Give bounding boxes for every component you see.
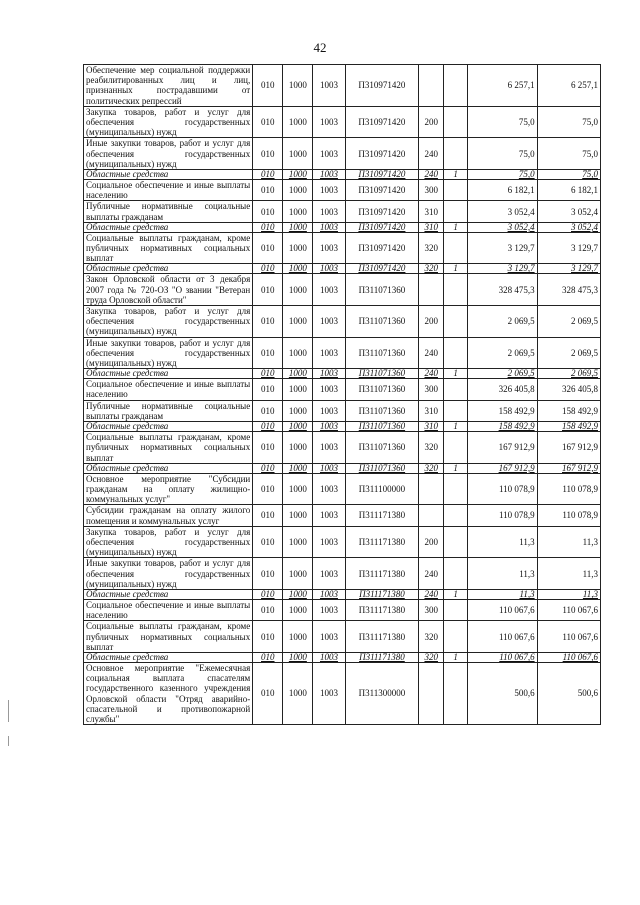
row-target-item-cell: П311171380 — [345, 652, 419, 662]
row-subsection-cell: 1003 — [313, 662, 345, 724]
row-target-item-cell: П311071360 — [345, 422, 419, 432]
row-subsection-cell: 1003 — [313, 473, 345, 505]
row-name-cell: Иные закупки товаров, работ и услуг для обеспечения государственных (муниципальных) нужд — [84, 138, 253, 170]
row-subsection-cell: 1003 — [313, 180, 345, 201]
row-expense-type-cell: 240 — [419, 337, 444, 369]
row-sum-year2-cell: 3 052,4 — [537, 201, 600, 222]
row-funding-flag-cell — [444, 232, 468, 264]
row-name-cell: Социальное обеспечение и иные выплаты населению — [84, 599, 253, 620]
row-name-cell: Закупка товаров, работ и услуг для обеспечения государственных (муниципальных) нужд — [84, 306, 253, 338]
table-body — [84, 65, 601, 725]
row-grbs-cell: 010 — [253, 138, 283, 170]
row-name-cell: Закупка товаров, работ и услуг для обеспечения государственных (муниципальных) нужд — [84, 106, 253, 138]
row-subsection-cell: 1003 — [313, 170, 345, 180]
row-grbs-cell: 010 — [253, 369, 283, 379]
row-section-cell: 1000 — [283, 106, 313, 138]
table-row — [84, 106, 601, 138]
row-funding-flag-cell — [444, 201, 468, 222]
margin-mark — [8, 736, 9, 746]
row-target-item-cell: П311171380 — [345, 558, 419, 590]
table-row — [84, 138, 601, 170]
funding-source-row — [84, 369, 601, 379]
row-expense-type-cell: 240 — [419, 170, 444, 180]
row-name-cell: Социальные выплаты гражданам, кроме публичных нормативных социальных выплат — [84, 621, 253, 653]
row-subsection-cell: 1003 — [313, 264, 345, 274]
row-funding-flag-cell — [444, 337, 468, 369]
row-section-cell: 1000 — [283, 337, 313, 369]
table-row — [84, 201, 601, 222]
row-grbs-cell: 010 — [253, 505, 283, 526]
row-section-cell: 1000 — [283, 526, 313, 558]
funding-source-row — [84, 170, 601, 180]
row-grbs-cell: 010 — [253, 274, 283, 306]
funding-source-row — [84, 463, 601, 473]
row-subsection-cell: 1003 — [313, 432, 345, 464]
funding-source-row — [84, 222, 601, 232]
row-grbs-cell: 010 — [253, 589, 283, 599]
row-sum-year2-cell: 167 912,9 — [537, 463, 600, 473]
row-subsection-cell: 1003 — [313, 652, 345, 662]
row-grbs-cell: 010 — [253, 65, 283, 107]
row-sum-year1-cell: 2 069,5 — [468, 306, 538, 338]
row-expense-type-cell: 320 — [419, 232, 444, 264]
row-funding-flag-cell — [444, 379, 468, 400]
row-sum-year1-cell: 167 912,9 — [468, 432, 538, 464]
row-expense-type-cell: 300 — [419, 379, 444, 400]
table-row — [84, 232, 601, 264]
row-target-item-cell: П311071360 — [345, 274, 419, 306]
row-section-cell: 1000 — [283, 232, 313, 264]
row-target-item-cell: П311071360 — [345, 432, 419, 464]
row-subsection-cell: 1003 — [313, 621, 345, 653]
table-row — [84, 473, 601, 505]
row-sum-year2-cell: 6 182,1 — [537, 180, 600, 201]
row-grbs-cell: 010 — [253, 232, 283, 264]
row-sum-year2-cell: 158 492,9 — [537, 422, 600, 432]
row-grbs-cell: 010 — [253, 621, 283, 653]
row-section-cell: 1000 — [283, 621, 313, 653]
row-sum-year1-cell: 2 069,5 — [468, 337, 538, 369]
row-target-item-cell: П310971420 — [345, 222, 419, 232]
row-section-cell: 1000 — [283, 473, 313, 505]
row-subsection-cell: 1003 — [313, 526, 345, 558]
table-row — [84, 599, 601, 620]
row-funding-flag-cell — [444, 621, 468, 653]
row-sum-year2-cell: 110 067,6 — [537, 652, 600, 662]
row-funding-flag-cell: 1 — [444, 652, 468, 662]
row-target-item-cell: П310971420 — [345, 65, 419, 107]
row-sum-year1-cell: 3 129,7 — [468, 232, 538, 264]
row-subsection-cell: 1003 — [313, 463, 345, 473]
row-sum-year2-cell: 110 078,9 — [537, 473, 600, 505]
budget-table — [83, 64, 601, 725]
row-funding-flag-cell — [444, 505, 468, 526]
row-funding-flag-cell — [444, 558, 468, 590]
row-funding-flag-cell: 1 — [444, 589, 468, 599]
row-sum-year1-cell: 158 492,9 — [468, 400, 538, 421]
row-name-cell: Основное мероприятие "Субсидии гражданам на оплату жилищно-коммунальных услуг" — [84, 473, 253, 505]
table-row — [84, 558, 601, 590]
row-grbs-cell: 010 — [253, 337, 283, 369]
row-subsection-cell: 1003 — [313, 138, 345, 170]
row-sum-year1-cell: 6 182,1 — [468, 180, 538, 201]
row-funding-flag-cell — [444, 400, 468, 421]
row-target-item-cell: П310971420 — [345, 264, 419, 274]
row-expense-type-cell: 320 — [419, 621, 444, 653]
row-subsection-cell: 1003 — [313, 369, 345, 379]
row-expense-type-cell: 200 — [419, 106, 444, 138]
row-expense-type-cell: 300 — [419, 599, 444, 620]
row-expense-type-cell: 240 — [419, 138, 444, 170]
row-subsection-cell: 1003 — [313, 222, 345, 232]
row-sum-year1-cell: 110 067,6 — [468, 621, 538, 653]
table-row — [84, 306, 601, 338]
row-subsection-cell: 1003 — [313, 106, 345, 138]
row-sum-year1-cell: 11,3 — [468, 589, 538, 599]
row-section-cell: 1000 — [283, 170, 313, 180]
row-target-item-cell: П310971420 — [345, 180, 419, 201]
row-funding-flag-cell: 1 — [444, 463, 468, 473]
funding-source-row — [84, 652, 601, 662]
row-subsection-cell: 1003 — [313, 505, 345, 526]
row-sum-year2-cell: 110 078,9 — [537, 505, 600, 526]
row-subsection-cell: 1003 — [313, 379, 345, 400]
row-target-item-cell: П310971420 — [345, 232, 419, 264]
row-subsection-cell: 1003 — [313, 558, 345, 590]
row-target-item-cell: П311071360 — [345, 337, 419, 369]
row-name-cell: Социальное обеспечение и иные выплаты населению — [84, 379, 253, 400]
row-grbs-cell: 010 — [253, 473, 283, 505]
row-funding-flag-cell — [444, 662, 468, 724]
row-sum-year1-cell: 75,0 — [468, 138, 538, 170]
row-grbs-cell: 010 — [253, 400, 283, 421]
row-section-cell: 1000 — [283, 662, 313, 724]
table-row — [84, 379, 601, 400]
row-subsection-cell: 1003 — [313, 422, 345, 432]
row-sum-year2-cell: 500,6 — [537, 662, 600, 724]
row-section-cell: 1000 — [283, 599, 313, 620]
row-target-item-cell: П311071360 — [345, 400, 419, 421]
row-grbs-cell: 010 — [253, 432, 283, 464]
row-name-cell: Иные закупки товаров, работ и услуг для обеспечения государственных (муниципальных) нужд — [84, 558, 253, 590]
row-section-cell: 1000 — [283, 274, 313, 306]
row-sum-year1-cell: 75,0 — [468, 170, 538, 180]
row-sum-year2-cell: 2 069,5 — [537, 337, 600, 369]
row-subsection-cell: 1003 — [313, 337, 345, 369]
row-grbs-cell: 010 — [253, 201, 283, 222]
table-row — [84, 621, 601, 653]
row-sum-year2-cell: 110 067,6 — [537, 599, 600, 620]
row-expense-type-cell — [419, 473, 444, 505]
row-expense-type-cell — [419, 65, 444, 107]
row-expense-type-cell — [419, 505, 444, 526]
row-section-cell: 1000 — [283, 180, 313, 201]
row-name-cell: Социальные выплаты гражданам, кроме публичных нормативных социальных выплат — [84, 432, 253, 464]
row-section-cell: 1000 — [283, 432, 313, 464]
row-expense-type-cell: 310 — [419, 400, 444, 421]
row-sum-year2-cell: 110 067,6 — [537, 621, 600, 653]
row-sum-year2-cell: 3 129,7 — [537, 232, 600, 264]
row-sum-year2-cell: 75,0 — [537, 170, 600, 180]
row-funding-flag-cell — [444, 526, 468, 558]
row-funding-flag-cell: 1 — [444, 222, 468, 232]
row-section-cell: 1000 — [283, 422, 313, 432]
row-subsection-cell: 1003 — [313, 274, 345, 306]
row-name-cell: Субсидии гражданам на оплату жилого помещения и коммунальных услуг — [84, 505, 253, 526]
row-sum-year2-cell: 328 475,3 — [537, 274, 600, 306]
row-grbs-cell: 010 — [253, 463, 283, 473]
row-sum-year1-cell: 326 405,8 — [468, 379, 538, 400]
row-grbs-cell: 010 — [253, 599, 283, 620]
row-grbs-cell: 010 — [253, 558, 283, 590]
row-target-item-cell: П311171380 — [345, 599, 419, 620]
row-target-item-cell: П311300000 — [345, 662, 419, 724]
row-grbs-cell: 010 — [253, 662, 283, 724]
row-sum-year2-cell: 3 129,7 — [537, 264, 600, 274]
row-sum-year1-cell: 158 492,9 — [468, 422, 538, 432]
row-sum-year1-cell: 500,6 — [468, 662, 538, 724]
row-expense-type-cell: 240 — [419, 558, 444, 590]
row-funding-flag-cell: 1 — [444, 264, 468, 274]
row-sum-year2-cell: 2 069,5 — [537, 369, 600, 379]
row-name-cell: Областные средства — [84, 589, 253, 599]
row-funding-flag-cell — [444, 106, 468, 138]
row-target-item-cell: П311100000 — [345, 473, 419, 505]
row-sum-year1-cell: 3 052,4 — [468, 222, 538, 232]
row-grbs-cell: 010 — [253, 222, 283, 232]
row-name-cell: Иные закупки товаров, работ и услуг для обеспечения государственных (муниципальных) нужд — [84, 337, 253, 369]
row-sum-year2-cell: 75,0 — [537, 106, 600, 138]
row-section-cell: 1000 — [283, 369, 313, 379]
table-row — [84, 180, 601, 201]
row-funding-flag-cell — [444, 180, 468, 201]
row-grbs-cell: 010 — [253, 306, 283, 338]
row-target-item-cell: П310971420 — [345, 106, 419, 138]
row-target-item-cell: П310971420 — [345, 201, 419, 222]
table-row — [84, 526, 601, 558]
row-name-cell: Основное мероприятие "Ежемесячная социальная выплата спасателям государственного казенного учреждения Орловской области "Отряд аварийно-спасательной и противопожарной службы" — [84, 662, 253, 724]
row-expense-type-cell: 310 — [419, 222, 444, 232]
row-funding-flag-cell — [444, 138, 468, 170]
table-row — [84, 400, 601, 421]
row-funding-flag-cell — [444, 432, 468, 464]
row-name-cell: Публичные нормативные социальные выплаты гражданам — [84, 400, 253, 421]
row-funding-flag-cell: 1 — [444, 422, 468, 432]
row-sum-year2-cell: 75,0 — [537, 138, 600, 170]
row-funding-flag-cell — [444, 599, 468, 620]
row-expense-type-cell: 310 — [419, 201, 444, 222]
row-expense-type-cell: 240 — [419, 589, 444, 599]
row-sum-year1-cell: 6 257,1 — [468, 65, 538, 107]
row-expense-type-cell: 320 — [419, 463, 444, 473]
row-target-item-cell: П310971420 — [345, 170, 419, 180]
row-sum-year2-cell: 2 069,5 — [537, 306, 600, 338]
row-section-cell: 1000 — [283, 589, 313, 599]
funding-source-row — [84, 422, 601, 432]
row-section-cell: 1000 — [283, 463, 313, 473]
row-name-cell: Областные средства — [84, 422, 253, 432]
row-section-cell: 1000 — [283, 138, 313, 170]
row-sum-year1-cell: 3 129,7 — [468, 264, 538, 274]
table-row — [84, 505, 601, 526]
row-subsection-cell: 1003 — [313, 599, 345, 620]
row-expense-type-cell: 200 — [419, 306, 444, 338]
row-sum-year2-cell: 326 405,8 — [537, 379, 600, 400]
row-sum-year1-cell: 110 078,9 — [468, 473, 538, 505]
table-row — [84, 662, 601, 724]
row-sum-year2-cell: 6 257,1 — [537, 65, 600, 107]
row-funding-flag-cell — [444, 274, 468, 306]
row-sum-year1-cell: 110 067,6 — [468, 652, 538, 662]
row-section-cell: 1000 — [283, 222, 313, 232]
row-subsection-cell: 1003 — [313, 65, 345, 107]
row-expense-type-cell: 240 — [419, 369, 444, 379]
funding-source-row — [84, 589, 601, 599]
row-name-cell: Закон Орловской области от 3 декабря 2007 года № 720-ОЗ "О звании "Ветеран труда Орловской области" — [84, 274, 253, 306]
row-sum-year2-cell: 11,3 — [537, 526, 600, 558]
row-name-cell: Публичные нормативные социальные выплаты гражданам — [84, 201, 253, 222]
row-subsection-cell: 1003 — [313, 201, 345, 222]
row-sum-year2-cell: 11,3 — [537, 589, 600, 599]
row-expense-type-cell: 320 — [419, 432, 444, 464]
row-expense-type-cell: 320 — [419, 264, 444, 274]
row-name-cell: Областные средства — [84, 264, 253, 274]
row-section-cell: 1000 — [283, 379, 313, 400]
row-subsection-cell: 1003 — [313, 232, 345, 264]
row-grbs-cell: 010 — [253, 264, 283, 274]
row-target-item-cell: П311071360 — [345, 369, 419, 379]
row-grbs-cell: 010 — [253, 170, 283, 180]
page-number: 42 — [313, 40, 327, 55]
row-name-cell: Социальное обеспечение и иные выплаты населению — [84, 180, 253, 201]
row-funding-flag-cell — [444, 65, 468, 107]
row-sum-year1-cell: 2 069,5 — [468, 369, 538, 379]
row-sum-year1-cell: 3 052,4 — [468, 201, 538, 222]
row-expense-type-cell — [419, 662, 444, 724]
row-target-item-cell: П311171380 — [345, 589, 419, 599]
table-row — [84, 65, 601, 107]
row-sum-year1-cell: 110 067,6 — [468, 599, 538, 620]
row-subsection-cell: 1003 — [313, 400, 345, 421]
row-sum-year2-cell: 11,3 — [537, 558, 600, 590]
table-row — [84, 432, 601, 464]
margin-mark — [8, 700, 9, 722]
row-name-cell: Областные средства — [84, 463, 253, 473]
row-target-item-cell: П311071360 — [345, 306, 419, 338]
table-row — [84, 337, 601, 369]
row-expense-type-cell: 200 — [419, 526, 444, 558]
row-section-cell: 1000 — [283, 505, 313, 526]
table-row — [84, 274, 601, 306]
row-sum-year2-cell: 158 492,9 — [537, 400, 600, 421]
funding-source-row — [84, 264, 601, 274]
row-target-item-cell: П311171380 — [345, 526, 419, 558]
row-sum-year2-cell: 167 912,9 — [537, 432, 600, 464]
row-sum-year1-cell: 11,3 — [468, 558, 538, 590]
row-name-cell: Областные средства — [84, 222, 253, 232]
row-section-cell: 1000 — [283, 264, 313, 274]
row-expense-type-cell — [419, 274, 444, 306]
row-target-item-cell: П311171380 — [345, 505, 419, 526]
row-grbs-cell: 010 — [253, 180, 283, 201]
row-sum-year1-cell: 328 475,3 — [468, 274, 538, 306]
row-name-cell: Закупка товаров, работ и услуг для обеспечения государственных (муниципальных) нужд — [84, 526, 253, 558]
row-section-cell: 1000 — [283, 400, 313, 421]
row-grbs-cell: 010 — [253, 422, 283, 432]
row-grbs-cell: 010 — [253, 652, 283, 662]
row-target-item-cell: П310971420 — [345, 138, 419, 170]
row-name-cell: Областные средства — [84, 170, 253, 180]
row-section-cell: 1000 — [283, 306, 313, 338]
row-grbs-cell: 010 — [253, 526, 283, 558]
row-grbs-cell: 010 — [253, 106, 283, 138]
row-sum-year1-cell: 110 078,9 — [468, 505, 538, 526]
row-name-cell: Областные средства — [84, 652, 253, 662]
row-subsection-cell: 1003 — [313, 589, 345, 599]
row-section-cell: 1000 — [283, 652, 313, 662]
row-funding-flag-cell — [444, 306, 468, 338]
row-grbs-cell: 010 — [253, 379, 283, 400]
row-expense-type-cell: 300 — [419, 180, 444, 201]
row-name-cell: Областные средства — [84, 369, 253, 379]
row-sum-year1-cell: 167 912,9 — [468, 463, 538, 473]
row-sum-year1-cell: 11,3 — [468, 526, 538, 558]
row-target-item-cell: П311071360 — [345, 463, 419, 473]
row-funding-flag-cell: 1 — [444, 170, 468, 180]
row-section-cell: 1000 — [283, 201, 313, 222]
row-expense-type-cell: 310 — [419, 422, 444, 432]
row-name-cell: Социальные выплаты гражданам, кроме публичных нормативных социальных выплат — [84, 232, 253, 264]
row-section-cell: 1000 — [283, 558, 313, 590]
row-funding-flag-cell: 1 — [444, 369, 468, 379]
row-funding-flag-cell — [444, 473, 468, 505]
row-sum-year1-cell: 75,0 — [468, 106, 538, 138]
row-target-item-cell: П311071360 — [345, 379, 419, 400]
row-expense-type-cell: 320 — [419, 652, 444, 662]
row-sum-year2-cell: 3 052,4 — [537, 222, 600, 232]
row-section-cell: 1000 — [283, 65, 313, 107]
row-name-cell: Обеспечение мер социальной поддержки реабилитированных лиц и лиц, признанных пострадавшими от политических репрессий — [84, 65, 253, 107]
row-target-item-cell: П311171380 — [345, 621, 419, 653]
row-subsection-cell: 1003 — [313, 306, 345, 338]
